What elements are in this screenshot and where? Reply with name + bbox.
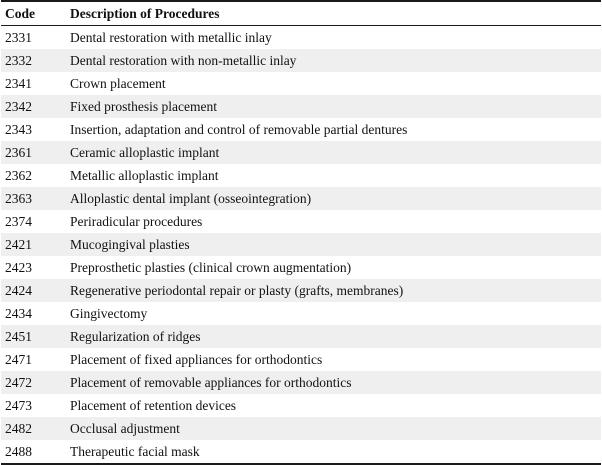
cell-description: Therapeutic facial mask bbox=[70, 443, 200, 459]
header-code: Code bbox=[5, 5, 35, 21]
cell-code: 2363 bbox=[5, 190, 32, 206]
table-row bbox=[1, 141, 601, 164]
table-row bbox=[1, 256, 601, 279]
cell-code: 2331 bbox=[5, 29, 32, 45]
procedures-table bbox=[1, 0, 601, 465]
cell-description: Preprosthetic plasties (clinical crown augmentation) bbox=[70, 259, 352, 275]
cell-description: Alloplastic dental implant (osseointegration) bbox=[70, 190, 312, 206]
table-row bbox=[1, 164, 601, 187]
cell-description: Mucogingival plasties bbox=[70, 236, 190, 252]
cell-code: 2471 bbox=[5, 351, 32, 367]
cell-code: 2341 bbox=[5, 75, 32, 91]
table-header-row bbox=[1, 2, 601, 25]
cell-code: 2343 bbox=[5, 121, 32, 137]
table-row bbox=[1, 187, 601, 210]
table-row bbox=[1, 72, 601, 95]
cell-code: 2361 bbox=[5, 144, 32, 160]
cell-code: 2423 bbox=[5, 259, 32, 275]
cell-code: 2482 bbox=[5, 420, 32, 436]
table-row bbox=[1, 348, 601, 371]
table-row bbox=[1, 210, 601, 233]
cell-description: Placement of fixed appliances for orthodontics bbox=[70, 351, 323, 367]
cell-description: Regularization of ridges bbox=[70, 328, 201, 344]
cell-code: 2332 bbox=[5, 52, 32, 68]
cell-code: 2374 bbox=[5, 213, 32, 229]
table-row bbox=[1, 440, 601, 463]
cell-description: Ceramic alloplastic implant bbox=[70, 144, 220, 160]
cell-description: Placement of retention devices bbox=[70, 397, 237, 413]
cell-description: Dental restoration with metallic inlay bbox=[70, 29, 272, 45]
cell-code: 2421 bbox=[5, 236, 32, 252]
table-row bbox=[1, 325, 601, 348]
cell-description: Placement of removable appliances for orthodontics bbox=[70, 374, 352, 390]
table-row bbox=[1, 394, 601, 417]
cell-code: 2472 bbox=[5, 374, 32, 390]
cell-code: 2451 bbox=[5, 328, 32, 344]
table-row bbox=[1, 49, 601, 72]
header-description: Description of Procedures bbox=[70, 5, 220, 21]
cell-code: 2473 bbox=[5, 397, 32, 413]
cell-description: Fixed prosthesis placement bbox=[70, 98, 217, 114]
table-row bbox=[1, 118, 601, 141]
cell-description: Metallic alloplastic implant bbox=[70, 167, 219, 183]
cell-description: Regenerative periodontal repair or plasty (grafts, membranes) bbox=[70, 282, 404, 298]
table-row bbox=[1, 279, 601, 302]
cell-code: 2434 bbox=[5, 305, 32, 321]
cell-code: 2488 bbox=[5, 443, 32, 459]
table-body bbox=[1, 26, 601, 463]
cell-description: Periradicular procedures bbox=[70, 213, 203, 229]
cell-description: Occlusal adjustment bbox=[70, 420, 180, 436]
cell-description: Gingivectomy bbox=[70, 305, 148, 321]
cell-description: Dental restoration with non-metallic inlay bbox=[70, 52, 297, 68]
cell-code: 2424 bbox=[5, 282, 32, 298]
table-row bbox=[1, 233, 601, 256]
table-row bbox=[1, 371, 601, 394]
cell-code: 2362 bbox=[5, 167, 32, 183]
table-row bbox=[1, 417, 601, 440]
cell-description: Crown placement bbox=[70, 75, 166, 91]
cell-code: 2342 bbox=[5, 98, 32, 114]
table-row bbox=[1, 26, 601, 49]
table-row bbox=[1, 302, 601, 325]
table-row bbox=[1, 95, 601, 118]
cell-description: Insertion, adaptation and control of removable partial dentures bbox=[70, 121, 408, 137]
